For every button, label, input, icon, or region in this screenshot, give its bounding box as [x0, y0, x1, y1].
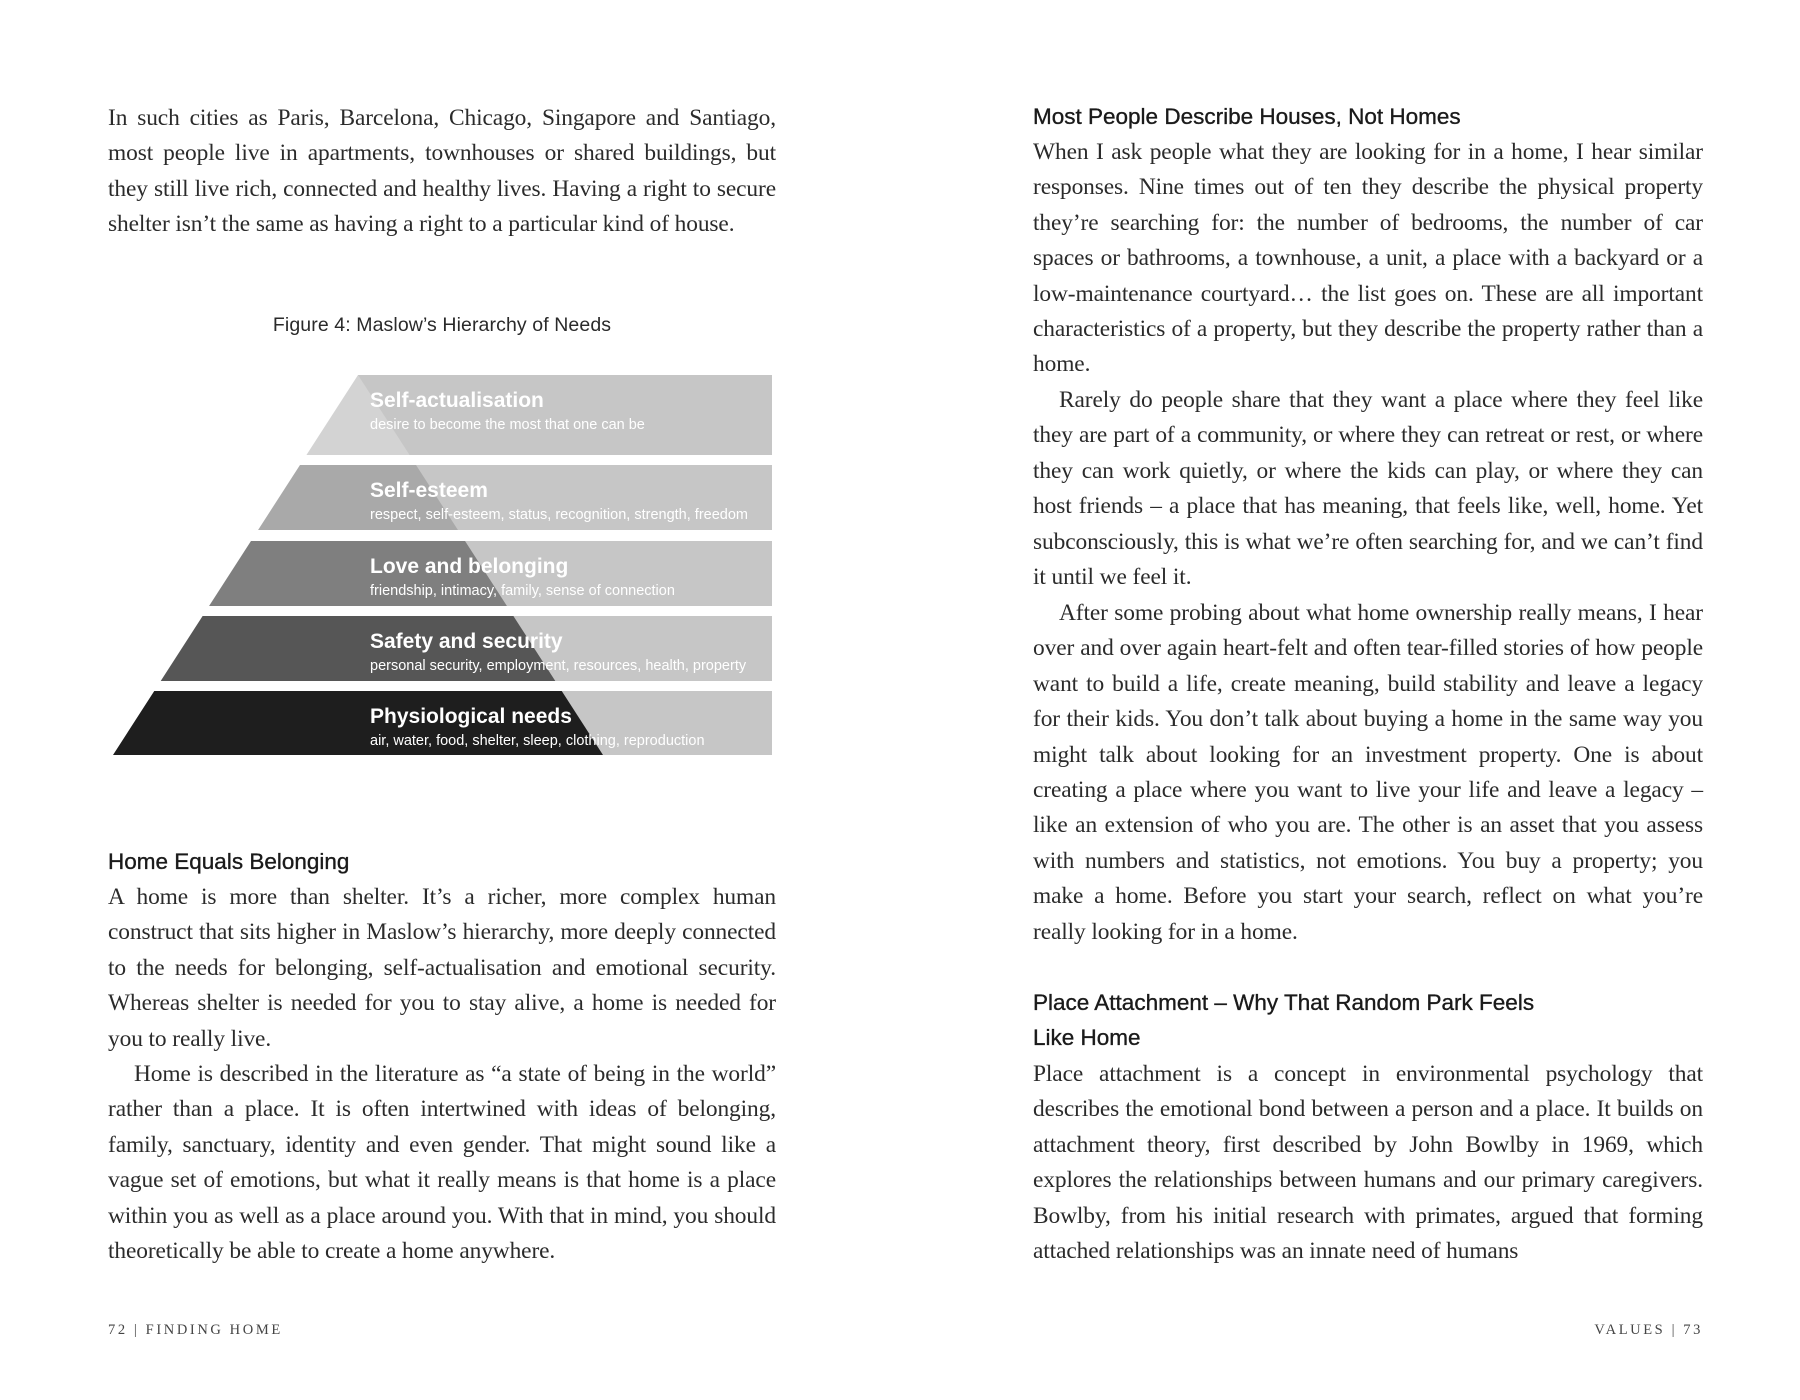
maslow-pyramid-figure	[108, 370, 776, 770]
section-heading-place-attachment: Place Attachment – Why That Random Park Feels Like Home	[1033, 990, 1535, 1051]
pyramid-level-subtitle: friendship, intimacy, family, sense of connection	[370, 583, 675, 599]
right-page	[1033, 0, 1703, 1400]
section-heading-home-equals-belonging: Home Equals Belonging	[108, 849, 350, 874]
page-footer-right: VALUES | 73	[1594, 1322, 1703, 1338]
paragraph: A home is more than shelter. It’s a richer, more complex human construct that sits higher in Maslow’s hierarchy, more deeply connected to the needs for belonging, self-actualisation and emotional security. Whereas shelter is needed for you to stay alive, a home is needed for you to really live.	[108, 884, 776, 1052]
paragraph: After some probing about what home ownership really means, I hear over and over again heart-felt and often tear-filled stories of how people want to build a life, create meaning, build stability and leave a legacy for their kids. You don’t talk about buying a home in the same way you might talk about looking for an investment property. One is about creating a place where you want to live your life and leave a legacy – like an extension of who you are. The other is an asset that you assess with numbers and statistics, not emotions. You buy a property; you make a home. Before you start your search, reflect on what you’re really looking for in a home.	[1033, 600, 1703, 945]
figure-caption: Figure 4: Maslow’s Hierarchy of Needs	[272, 314, 612, 336]
pyramid-level-subtitle: respect, self-esteem, status, recognition, strength, freedom	[370, 507, 748, 523]
intro-paragraph: In such cities as Paris, Barcelona, Chicago, Singapore and Santiago, most people live in apartments, townhouses or shared buildings, but they still live rich, connected and healthy lives. Having a right to secure shelter isn’t the same as having a right to a particular kind of house.	[108, 105, 776, 238]
pyramid-level-subtitle: air, water, food, shelter, sleep, clothing, reproduction	[370, 733, 705, 749]
paragraph: Home is described in the literature as “a state of being in the world” rather than a place. It is often intertwined with ideas of belonging, family, sanctuary, identity and even gender. That might sound like a vague set of emotions, but what it really means is that home is a place within you as well as a place around you. With that in mind, you should theoretically be able to create a home anywhere.	[108, 1061, 776, 1265]
pyramid-level-subtitle: desire to become the most that one can be	[370, 417, 645, 433]
pyramid-level-title: Self-actualisation	[370, 389, 544, 412]
left-page	[108, 0, 776, 1400]
pyramid-level-title: Physiological needs	[370, 705, 572, 728]
pyramid-band	[358, 375, 772, 455]
page-footer-left: 72 | FINDING HOME	[108, 1322, 283, 1338]
paragraph: Place attachment is a concept in environmental psychology that describes the emotional bond between a person and a place. It builds on attachment theory, first described by John Bowlby in 1969, which explores the relationships between humans and our primary caregivers. Bowlby, from his initial research with primates, argued that forming attached relationships was an innate need of humans	[1033, 1061, 1703, 1265]
paragraph: Rarely do people share that they want a place where they feel like they are part of a community, or where they can retreat or rest, or where they can work quietly, or where the kids can play, or where they can host friends – a place that has meaning, that feels like, well, home. Yet subconsciously, this is what we’re often searching for, and we can’t find it until we feel it.	[1033, 387, 1703, 591]
pyramid-level-title: Self-esteem	[370, 479, 488, 502]
pyramid-level-title: Safety and security	[370, 630, 563, 653]
pyramid-level-title: Love and belonging	[370, 555, 569, 578]
section-heading-houses-not-homes: Most People Describe Houses, Not Homes	[1033, 104, 1461, 129]
paragraph: When I ask people what they are looking for in a home, I hear similar responses. Nine times out of ten they describe the physical property they’re searching for: the number of bedrooms, the number of car spaces or bathrooms, a townhouse, a unit, a place with a backyard or a low-maintenance courtyard… the list goes on. These are all important characteristics of a property, but they describe the property rather than a home.	[1033, 139, 1703, 378]
pyramid-level-subtitle: personal security, employment, resources, health, property	[370, 658, 747, 674]
